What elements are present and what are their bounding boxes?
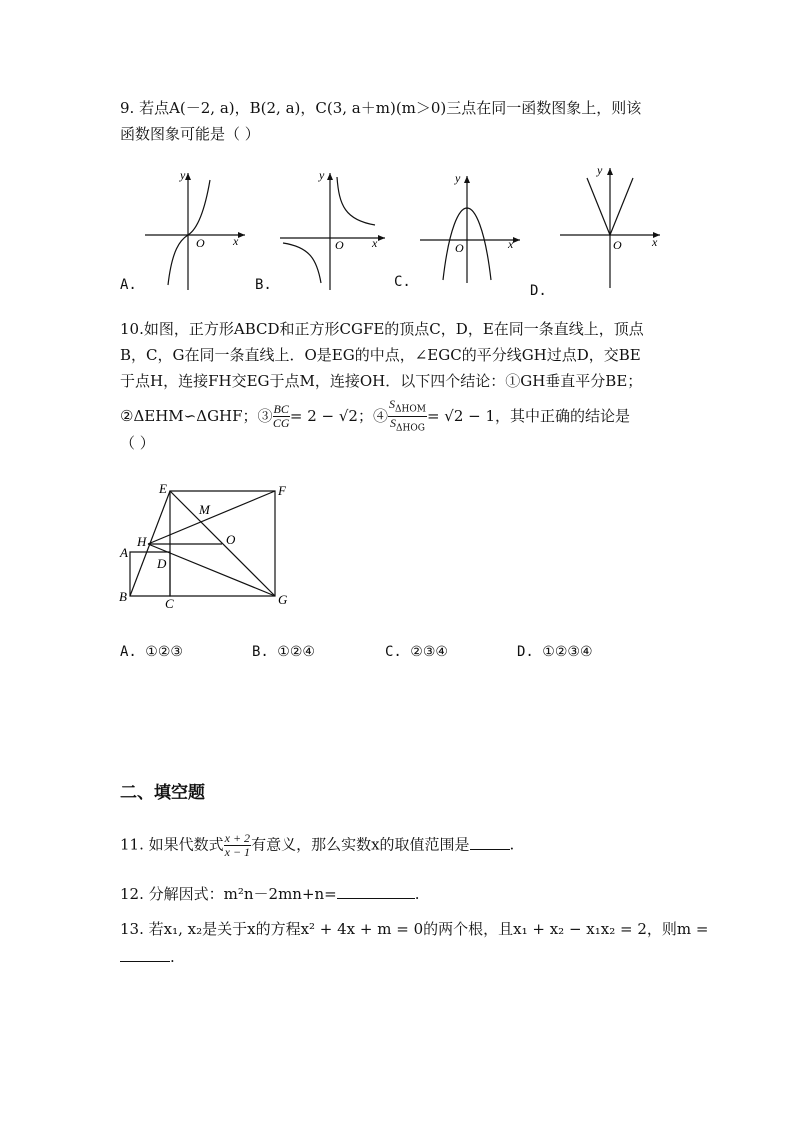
svg-text:O: O (455, 241, 464, 255)
q9-line2: 函数图象可能是（ ） (120, 125, 260, 143)
svg-text:x: x (372, 236, 378, 250)
svg-text:y: y (455, 171, 461, 185)
graph-a-y-label: y (180, 168, 186, 182)
graph-a (130, 165, 250, 295)
q13-answer-blank[interactable] (120, 947, 170, 962)
q12-answer-blank[interactable] (337, 884, 415, 899)
svg-text:y: y (597, 163, 603, 177)
svg-text:A: A (120, 545, 128, 560)
svg-text:E: E (159, 481, 167, 496)
svg-text:B: B (119, 589, 127, 604)
q9-option-b[interactable]: B. (255, 277, 272, 293)
q11-fraction: $\frac{x + 2}{x - 1}$ (224, 831, 251, 859)
q11-line: 11. 如果代数式 $\frac{x + 2}{x - 1}$ 有意义，那么实数x的取值范围是 . (120, 831, 515, 859)
q11-answer-blank[interactable] (470, 835, 510, 850)
graph-a-origin: O (196, 236, 205, 250)
svg-text:G: G (278, 592, 288, 607)
q10-line4: ②ΔEHM∽ΔGHF；③ $\frac{BC}{CG}$ = 2 − √2；④ $\frac{S_{\Delta HOM}}{S_{\Delta HOG}}$ = √2 − 1，其中正确的结论是 (120, 397, 631, 434)
svg-text:O: O (226, 532, 236, 547)
q10-line2: B，C，G在同一条直线上．O是EG的中点，∠EGC的平分线GH过点D，交BE (120, 346, 641, 364)
graph-c (415, 168, 535, 298)
q9-option-c[interactable]: C. (394, 274, 411, 290)
q10-geometry-figure (115, 478, 300, 613)
svg-text:F: F (278, 483, 286, 498)
svg-text:C: C (165, 596, 174, 611)
q10-option-b[interactable]: B. ①②④ (252, 644, 315, 660)
svg-text:x: x (508, 237, 514, 251)
section-title: 二、填空题 (120, 783, 205, 803)
q10-frac1: $\frac{BC}{CG}$ (272, 402, 290, 431)
svg-text:D: D (157, 556, 167, 571)
svg-text:x: x (652, 235, 658, 249)
q10-option-c[interactable]: C. ②③④ (385, 644, 448, 660)
q13-line2: . (120, 946, 175, 968)
q9-line1: 9. 若点A(－2, a)，B(2, a)，C(3, a＋m)(m＞0)三点在同一函数图象上，则该 (120, 99, 642, 117)
q13-line1: 13. 若x₁, x₂是关于x的方程x² + 4x + m = 0的两个根，且x₁ + x₂ − x₁x₂ = 2，则m = (120, 920, 709, 938)
svg-text:O: O (335, 238, 344, 252)
q10-line3: 于点H，连接FH交EG于点M，连接OH．以下四个结论：①GH垂直平分BE； (120, 372, 643, 390)
q10-frac2: $\frac{S_{\Delta HOM}}{S_{\Delta HOG}}$ (388, 397, 426, 434)
graph-d (555, 160, 675, 295)
svg-text:M: M (199, 502, 210, 517)
q10-option-d[interactable]: D. ①②③④ (517, 644, 593, 660)
svg-text:O: O (613, 238, 622, 252)
graph-a-x-label: x (233, 234, 239, 248)
q12-line: 12. 分解因式：m²n－2mn+n= . (120, 885, 420, 903)
q10-option-a[interactable]: A. ①②③ (120, 644, 183, 660)
svg-text:y: y (319, 168, 325, 182)
q9-option-a[interactable]: A. (120, 277, 137, 293)
svg-text:H: H (137, 534, 147, 549)
q10-line1: 10.如图，正方形ABCD和正方形CGFE的顶点C，D，E在同一条直线上，顶点 (120, 320, 644, 338)
q10-line5: （ ） (120, 434, 155, 452)
graph-b (275, 165, 395, 295)
q9-option-d[interactable]: D. (530, 283, 547, 299)
